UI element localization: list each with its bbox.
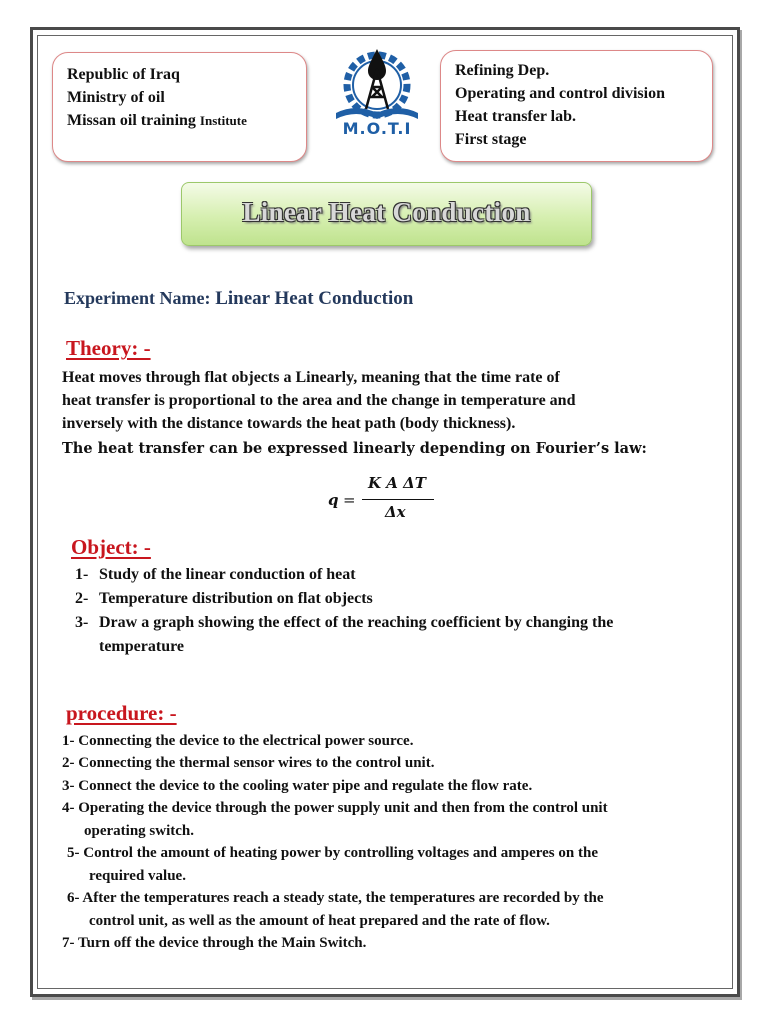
header-right-box [440,50,713,162]
title-banner [181,182,592,246]
header-lab: Heat transfer lab. [455,108,577,125]
procedure-step-5-cont: required value. [89,868,186,884]
experiment-name [64,288,413,310]
header-stage: First stage [455,131,527,148]
header-ministry: Ministry of oil [67,89,165,106]
theory-line-4: The heat transfer can be expressed linearly depending on Fourier’s law: [62,440,647,457]
procedure-step-7: 7- Turn off the device through the Main Switch. [62,935,367,951]
logo-text: M.O.T.I [342,119,412,138]
theory-heading: Theory: - [66,336,151,360]
header-left-box [52,52,307,162]
procedure-step-1: 1- Connecting the device to the electrical power source. [62,733,414,749]
moti-logo [328,47,426,142]
procedure-step-4: 4- Operating the device through the power supply unit and then from the control unit [62,800,608,816]
header-division: Operating and control division [455,85,665,102]
fourier-formula [328,472,448,528]
experiment-value: Linear Heat Conduction [215,288,414,309]
object-item: 1- Study of the linear conduction of heat [75,566,356,583]
object-item: 2- Temperature distribution on flat objects [75,590,373,607]
procedure-step-5: 5- Control the amount of heating power by controlling voltages and amperes on the [67,845,598,861]
formula-fraction-bar [362,499,434,500]
formula-lhs: q [328,491,339,509]
formula-equals: = [343,491,356,509]
object-heading: Object: - [71,535,151,559]
experiment-label: Experiment Name: [64,288,211,308]
procedure-step-6: 6- After the temperatures reach a steady state, the temperatures are recorded by the [67,890,604,906]
theory-line-3: inversely with the distance towards the heat path (body thickness). [62,415,516,432]
procedure-heading: procedure: - [66,701,177,725]
object-item-continuation: temperature [99,638,184,655]
formula-numerator: K A ΔT [368,474,426,492]
object-item: 3- Draw a graph showing the effect of the reaching coefficient by changing the [75,614,614,631]
header-institute: Missan oil training Institute [67,112,247,129]
theory-line-1: Heat moves through flat objects a Linearly, meaning that the time rate of [62,369,560,386]
page-title: Linear Heat Conduction [242,196,531,227]
procedure-step-6-cont: control unit, as well as the amount of heat prepared and the rate of flow. [89,913,550,929]
formula-denominator: Δx [385,503,406,521]
procedure-step-3: 3- Connect the device to the cooling water pipe and regulate the flow rate. [62,778,533,794]
theory-line-2: heat transfer is proportional to the area and the change in temperature and [62,392,576,409]
header-country: Republic of Iraq [67,66,180,83]
header-department: Refining Dep. [455,62,550,79]
procedure-step-4-cont: operating switch. [84,823,194,839]
procedure-step-2: 2- Connecting the thermal sensor wires to the control unit. [62,755,435,771]
